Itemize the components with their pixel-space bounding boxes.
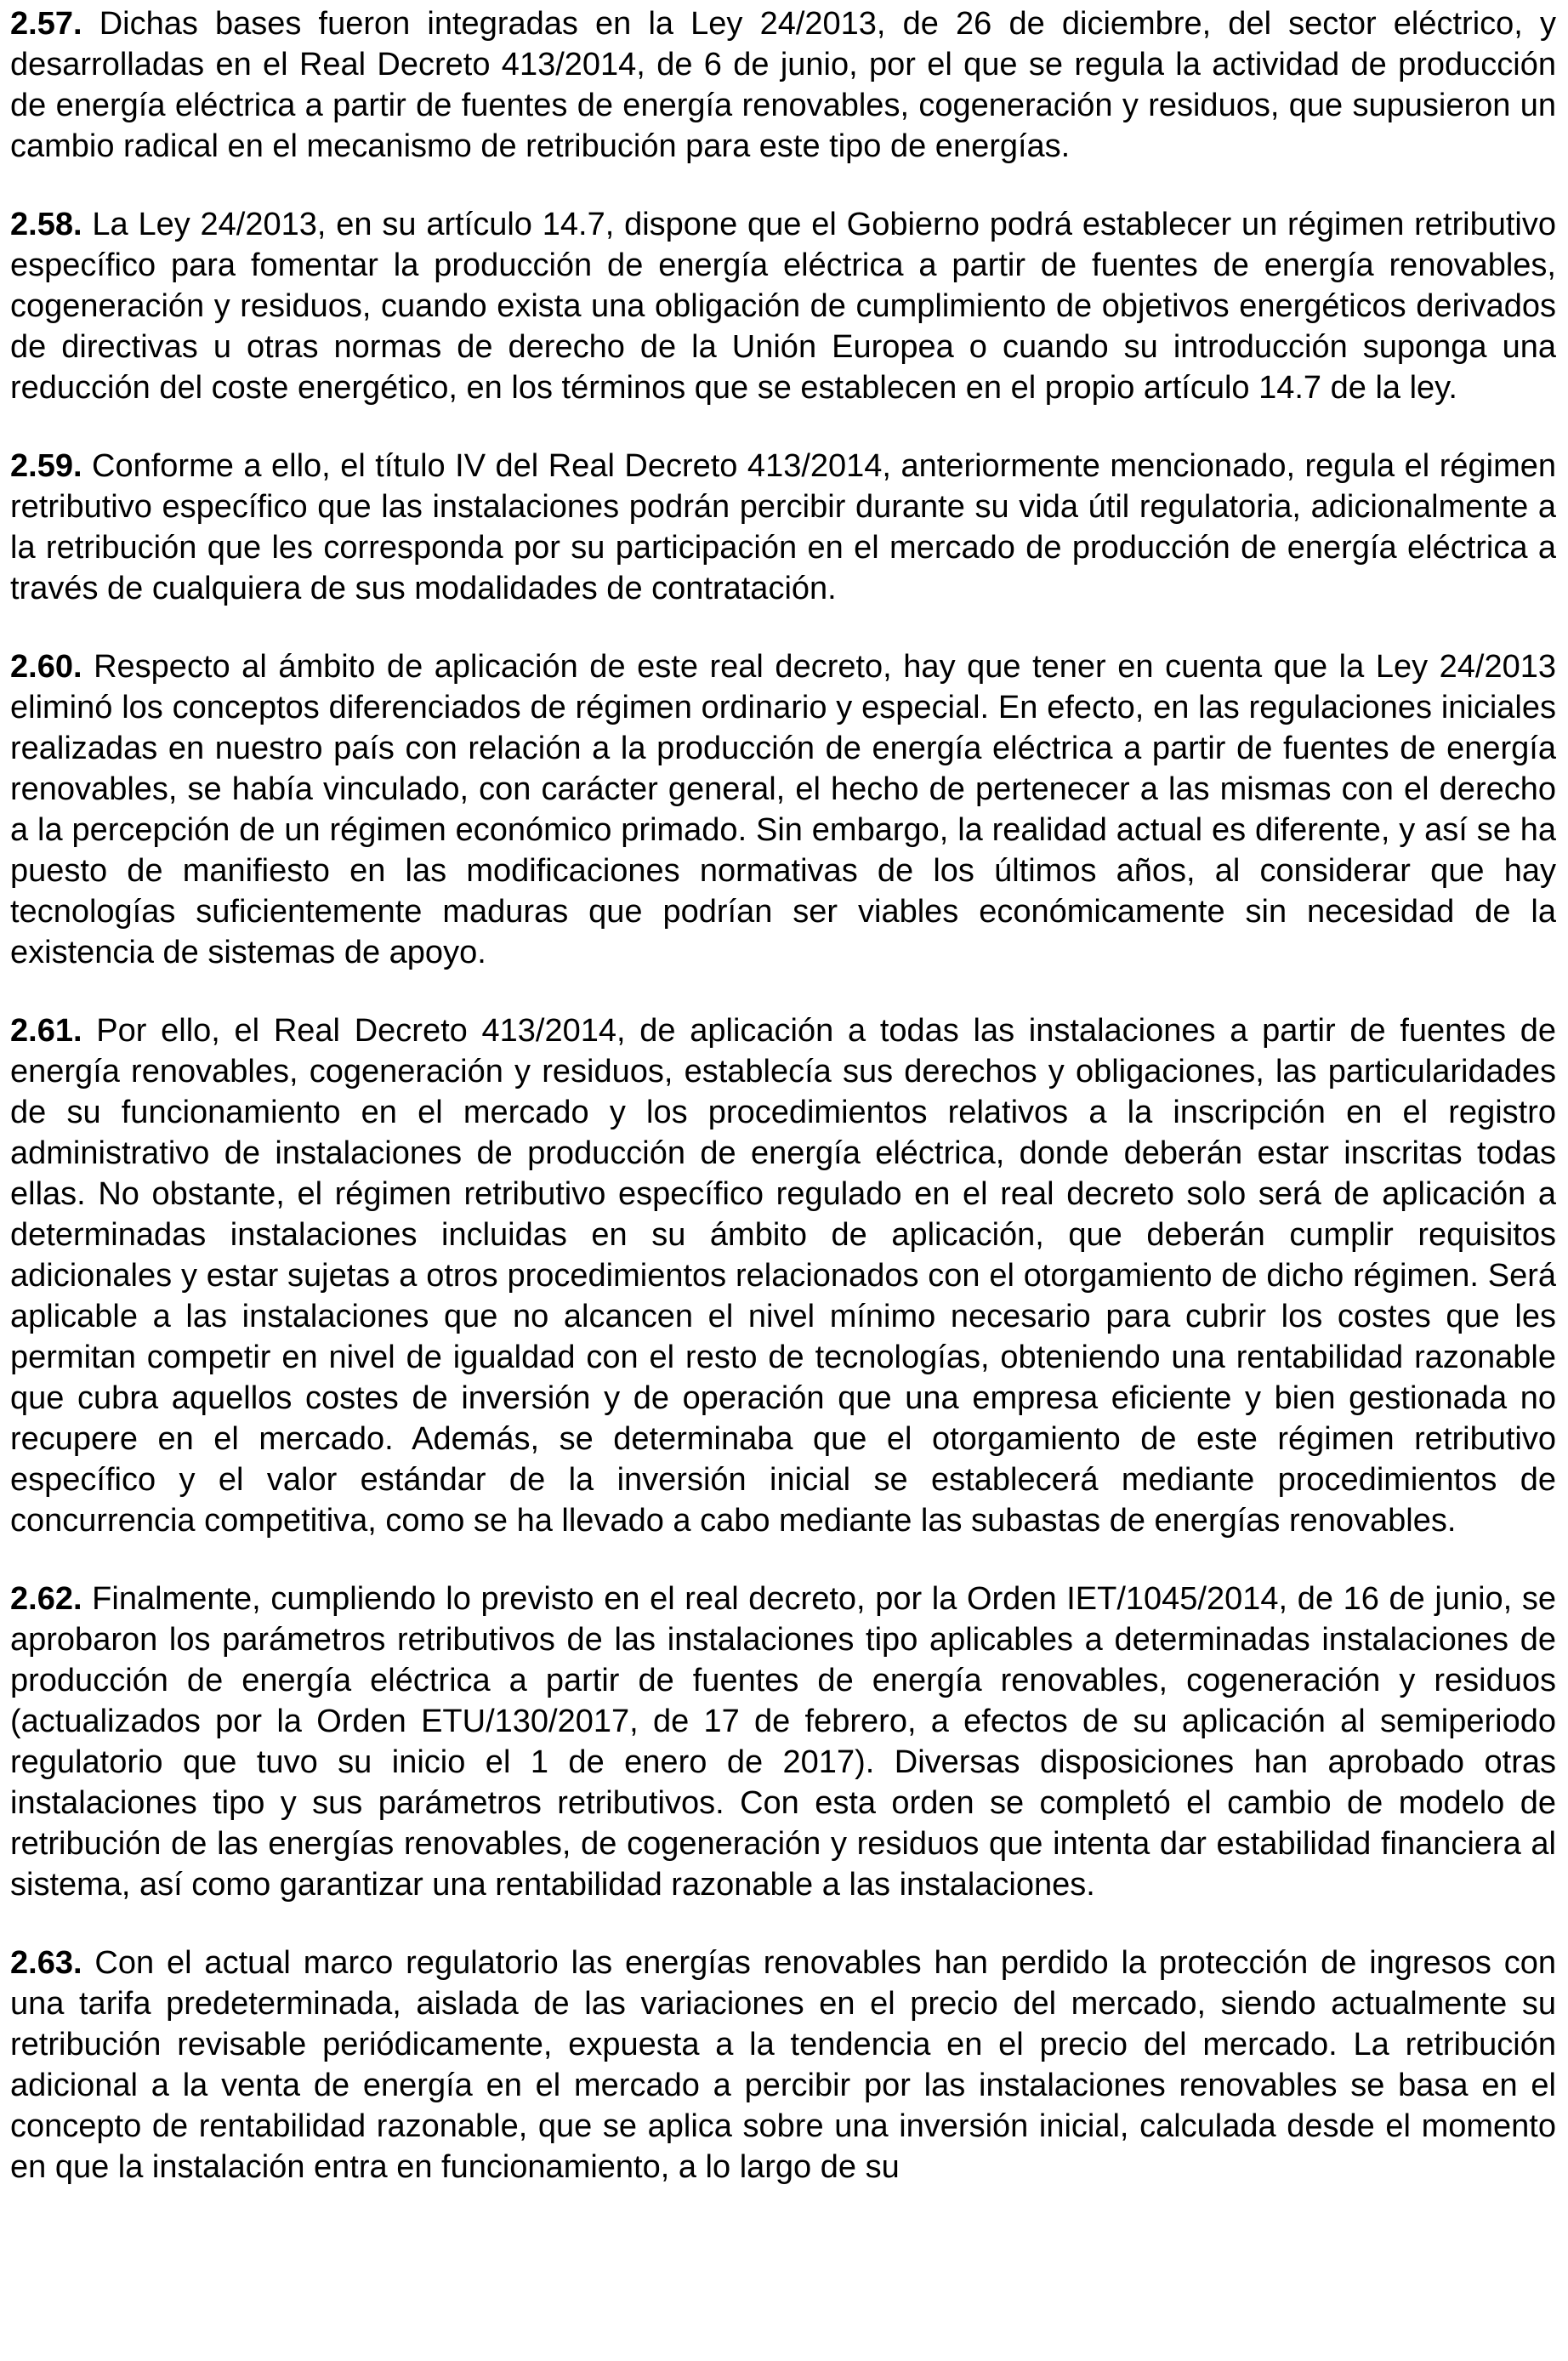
paragraph-number: 2.62.: [10, 1581, 82, 1617]
paragraph-2-57: [10, 3, 1556, 167]
paragraph-2-63: [10, 1943, 1556, 2187]
paragraph-number: 2.57.: [10, 6, 82, 42]
paragraph-2-58: [10, 204, 1556, 408]
paragraph-text: Con el actual marco regulatorio las energías renovables han perdido la protección de ingresos con una tarifa predeterminada, aislada de las variaciones en el precio del mercado, siendo actualmente su retribución revisable periódicamente, expuesta a la tendencia en el precio del mercado. La retribución adicional a la venta de energía en el mercado a percibir por las instalaciones renovables se basa en el concepto de rentabilidad razonable, que se aplica sobre una inversión inicial, calculada desde el momento en que la instalación entra en funcionamiento, a lo largo de su: [10, 1945, 1556, 2185]
paragraph-text: La Ley 24/2013, en su artículo 14.7, dispone que el Gobierno podrá establecer un régimen retributivo específico para fomentar la producción de energía eléctrica a partir de fuentes de energía renovables, cogeneración y residuos, cuando exista una obligación de cumplimiento de objetivos energéticos derivados de directivas u otras normas de derecho de la Unión Europea o cuando su introducción suponga una reducción del coste energético, en los términos que se establecen en el propio artículo 14.7 de la ley.: [10, 207, 1556, 406]
paragraph-text: Por ello, el Real Decreto 413/2014, de aplicación a todas las instalaciones a partir de fuentes de energía renovables, cogeneración y residuos, establecía sus derechos y obligaciones, las particularidades de su funcionamiento en el mercado y los procedimientos relativos a la inscripción en el registro administrativo de instalaciones de producción de energía eléctrica, donde deberán estar inscritas todas ellas. No obstante, el régimen retributivo específico regulado en el real decreto solo será de aplicación a determinadas instalaciones incluidas en su ámbito de aplicación, que deberán cumplir requisitos adicionales y estar sujetas a otros procedimientos relacionados con el otorgamiento de dicho régimen. Será aplicable a las instalaciones que no alcancen el nivel mínimo necesario para cubrir los costes que les permitan competir en nivel de igualdad con el resto de tecnologías, obteniendo una rentabilidad razonable que cubra aquellos costes de inversión y de operación que una empresa eficiente y bien gestionada no recupere en el mercado. Además, se determinaba que el otorgamiento de este régimen retributivo específico y el valor estándar de la inversión inicial se establecerá mediante procedimientos de concurrencia competitiva, como se ha llevado a cabo mediante las subastas de energías renovables.: [10, 1013, 1557, 1539]
paragraph-text: Respecto al ámbito de aplicación de este real decreto, hay que tener en cuenta que la Ley 24/2013 eliminó los conceptos diferenciados de régimen ordinario y especial. En efecto, en las regulaciones iniciales realizadas en nuestro país con relación a la producción de energía eléctrica a partir de fuentes de energía renovables, se había vinculado, con carácter general, el hecho de pertenecer a las mismas con el derecho a la percepción de un régimen económico primado. Sin embargo, la realidad actual es diferente, y así se ha puesto de manifiesto en las modificaciones normativas de los últimos años, al considerar que hay tecnologías suficientemente maduras que podrían ser viables económicamente sin necesidad de la existencia de sistemas de apoyo.: [10, 649, 1556, 970]
paragraph-number: 2.63.: [10, 1945, 82, 1981]
paragraph-2-59: [10, 446, 1556, 609]
document-page: [10, 3, 1556, 2187]
paragraph-2-62: [10, 1579, 1556, 1905]
paragraph-number: 2.61.: [10, 1013, 82, 1049]
paragraph-2-60: [10, 646, 1556, 973]
paragraph-number: 2.59.: [10, 448, 82, 484]
paragraph-text: Dichas bases fueron integradas en la Ley 24/2013, de 26 de diciembre, del sector eléctrico, y desarrolladas en el Real Decreto 413/2014, de 6 de junio, por el que se regula la actividad de producción de energía eléctrica a partir de fuentes de energía renovables, cogeneración y residuos, que supusieron un cambio radical en el mecanismo de retribución para este tipo de energías.: [10, 6, 1556, 164]
paragraph-text: Conforme a ello, el título IV del Real Decreto 413/2014, anteriormente mencionado, regula el régimen retributivo específico que las instalaciones podrán percibir durante su vida útil regulatoria, adicionalmente a la retribución que les corresponda por su participación en el mercado de producción de energía eléctrica a través de cualquiera de sus modalidades de contratación.: [10, 448, 1556, 606]
paragraph-2-61: [10, 1010, 1556, 1541]
paragraph-text: Finalmente, cumpliendo lo previsto en el real decreto, por la Orden IET/1045/2014, de 16 de junio, se aprobaron los parámetros retributivos de las instalaciones tipo aplicables a determinadas instalaciones de producción de energía eléctrica a partir de fuentes de energía renovables, cogeneración y residuos (actualizados por la Orden ETU/130/2017, de 17 de febrero, a efectos de su aplicación al semiperiodo regulatorio que tuvo su inicio el 1 de enero de 2017). Diversas disposiciones han aprobado otras instalaciones tipo y sus parámetros retributivos. Con esta orden se completó el cambio de modelo de retribución de las energías renovables, de cogeneración y residuos que intenta dar estabilidad financiera al sistema, así como garantizar una rentabilidad razonable a las instalaciones.: [10, 1581, 1556, 1903]
paragraph-number: 2.60.: [10, 649, 82, 685]
paragraph-number: 2.58.: [10, 207, 82, 242]
